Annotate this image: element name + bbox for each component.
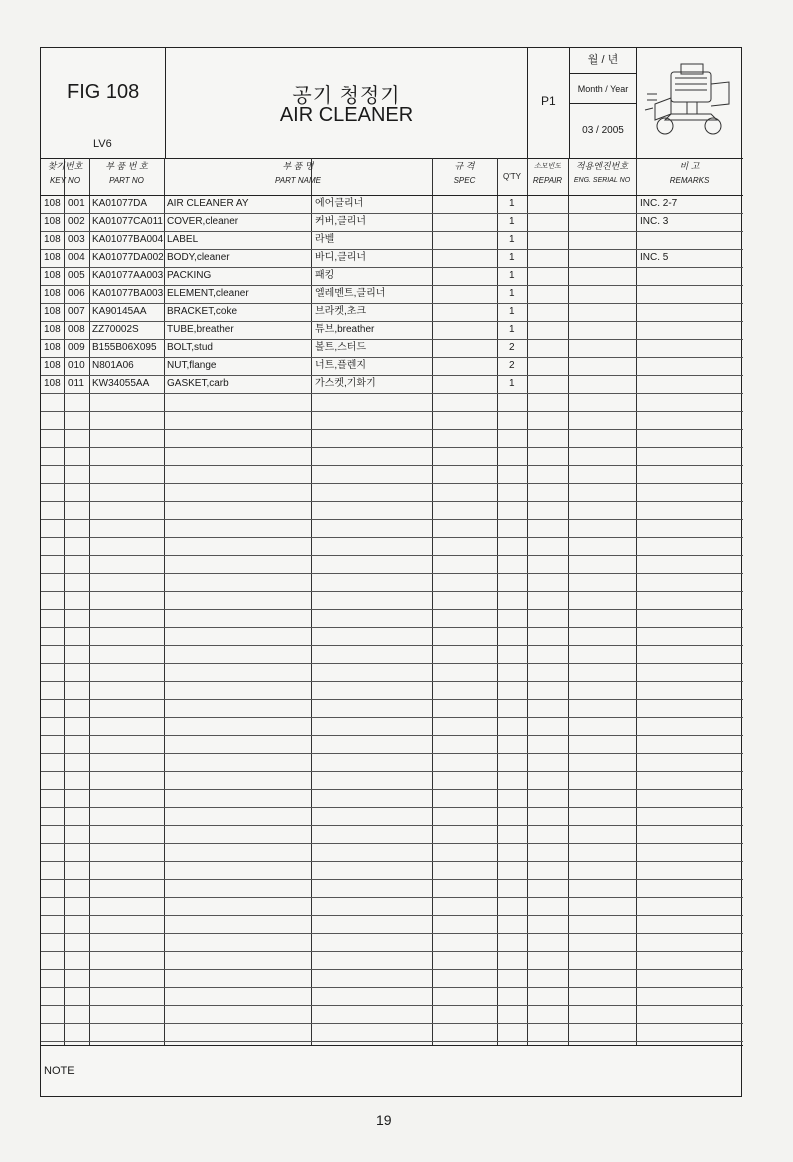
- cell-key: 003: [68, 234, 85, 245]
- cell-name-en: LABEL: [167, 234, 199, 245]
- cell-qty: 1: [509, 324, 515, 335]
- col-spec-kr: 규 격: [454, 161, 475, 171]
- table-row: [41, 339, 743, 357]
- cell-name-kr: 너트,플렌지: [315, 360, 367, 371]
- date-cell: [570, 48, 637, 158]
- col-serial: [568, 158, 636, 195]
- cell-name-en: BODY,cleaner: [167, 252, 230, 263]
- model-code: LV6: [93, 138, 112, 150]
- cell-name-en: NUT,flange: [167, 360, 217, 371]
- cell-name-en: TUBE,breather: [167, 324, 234, 335]
- col-key-no-en: KEY NO: [49, 176, 81, 185]
- cell-fig: 108: [44, 360, 61, 371]
- cell-fig: 108: [44, 306, 61, 317]
- cell-fig: 108: [44, 198, 61, 209]
- note-label: NOTE: [44, 1065, 75, 1077]
- cell-fig: 108: [44, 288, 61, 299]
- title-cell: [166, 48, 528, 158]
- col-repair-kr: 소모빈도: [533, 163, 562, 170]
- cell-name-kr: 튜브,breather: [315, 324, 375, 335]
- page-number: 19: [376, 1112, 392, 1128]
- cell-fig: 108: [44, 252, 61, 263]
- table-row: [41, 375, 743, 393]
- col-part-name: [164, 158, 432, 195]
- cell-name-kr: 에어클리너: [315, 198, 364, 209]
- cell-part: KA01077CA011: [92, 216, 163, 227]
- issue-date: 03 / 2005: [582, 125, 624, 136]
- cell-name-en: PACKING: [167, 270, 212, 281]
- cell-name-kr: 라벨: [315, 234, 335, 245]
- fig-cell: [41, 48, 166, 158]
- cell-name-kr: 패킹: [315, 270, 335, 281]
- col-serial-en: ENG. SERIAL NO: [573, 177, 631, 184]
- col-qty-label: Q'TY: [503, 172, 521, 181]
- col-key-no: [41, 158, 89, 195]
- table-row: [41, 231, 743, 249]
- col-remarks: [636, 158, 743, 195]
- col-repair: [527, 158, 568, 195]
- cell-fig: 108: [44, 324, 61, 335]
- page-code: P1: [541, 94, 556, 108]
- cell-qty: 1: [509, 198, 515, 209]
- cell-qty: 1: [509, 216, 515, 227]
- col-part-no-en: PART NO: [109, 176, 144, 185]
- col-qty: [497, 158, 527, 195]
- cell-key: 002: [68, 216, 85, 227]
- cell-key: 007: [68, 306, 85, 317]
- cell-part: N801A06: [92, 360, 134, 371]
- engine-thumbnail-cell: [637, 48, 743, 158]
- col-repair-en: REPAIR: [532, 176, 563, 185]
- cell-remarks: INC. 2-7: [640, 198, 678, 209]
- cell-qty: 2: [509, 342, 515, 353]
- cell-name-en: COVER,cleaner: [167, 216, 239, 227]
- cell-part: KA01077AA003: [92, 270, 164, 281]
- fig-number: FIG 108: [67, 81, 140, 103]
- cell-qty: 1: [509, 270, 515, 281]
- col-remarks-en: REMARKS: [669, 176, 710, 185]
- cell-name-kr: 볼트,스터드: [315, 342, 367, 353]
- cell-name-kr: 커버,클리너: [315, 216, 367, 227]
- table-row: [41, 213, 743, 231]
- title-korean: 공기 청정기: [292, 85, 401, 107]
- cell-key: 009: [68, 342, 85, 353]
- table-row: [41, 303, 743, 321]
- col-spec: [432, 158, 497, 195]
- table-row: [41, 195, 743, 213]
- cell-remarks: INC. 3: [640, 216, 669, 227]
- col-part-no: [89, 158, 164, 195]
- cell-key: 001: [68, 198, 85, 209]
- cell-name-en: GASKET,carb: [167, 378, 229, 389]
- cell-name-en: ELEMENT,cleaner: [167, 288, 249, 299]
- cell-part: KA01077DA002: [92, 252, 164, 263]
- page-code-cell: [528, 48, 570, 158]
- col-part-name-en: PART NAME: [275, 176, 321, 185]
- title-english: AIR CLEANER: [279, 104, 414, 126]
- cell-fig: 108: [44, 216, 61, 227]
- cell-qty: 1: [509, 252, 515, 263]
- note-section: [41, 1045, 743, 1098]
- cell-fig: 108: [44, 378, 61, 389]
- col-spec-en: SPEC: [453, 176, 476, 185]
- col-part-name-kr: 부 품 명: [282, 161, 314, 171]
- col-part-no-kr: 부 품 번 호: [105, 161, 148, 171]
- cell-fig: 108: [44, 270, 61, 281]
- cell-name-en: AIR CLEANER AY: [167, 198, 249, 209]
- sheet-header: [41, 48, 743, 159]
- cell-key: 010: [68, 360, 85, 371]
- table-row: [41, 357, 743, 375]
- cell-name-kr: 바디,클리너: [315, 252, 367, 263]
- cell-name-en: BRACKET,coke: [167, 306, 238, 317]
- cell-qty: 1: [509, 306, 515, 317]
- month-year-english: Month / Year: [570, 73, 636, 104]
- month-year-korean: 월 / 년: [570, 48, 636, 74]
- cell-fig: 108: [44, 342, 61, 353]
- cell-qty: 1: [509, 234, 515, 245]
- parts-sheet: [40, 47, 742, 1097]
- table-row: [41, 321, 743, 339]
- parts-table: [41, 158, 743, 1045]
- cell-name-en: BOLT,stud: [167, 342, 213, 353]
- cell-key: 004: [68, 252, 85, 263]
- table-row: [41, 285, 743, 303]
- engine-illustration-icon: [641, 54, 737, 146]
- cell-key: 006: [68, 288, 85, 299]
- col-remarks-kr: 비 고: [679, 161, 700, 171]
- table-row: [41, 267, 743, 285]
- cell-qty: 2: [509, 360, 515, 371]
- cell-key: 005: [68, 270, 85, 281]
- cell-part: KW34055AA: [92, 378, 150, 389]
- col-key-no-kr: 찾기번호: [47, 161, 83, 171]
- cell-part: KA01077DA: [92, 198, 148, 209]
- cell-qty: 1: [509, 378, 515, 389]
- cell-part: KA01077BA003: [92, 288, 164, 299]
- cell-name-kr: 가스켓,기화기: [315, 378, 376, 389]
- cell-name-kr: 브라켓,초크: [315, 306, 367, 317]
- cell-qty: 1: [509, 288, 515, 299]
- cell-remarks: INC. 5: [640, 252, 669, 263]
- cell-part: B155B06X095: [92, 342, 157, 353]
- cell-key: 008: [68, 324, 85, 335]
- cell-fig: 108: [44, 234, 61, 245]
- cell-part: KA90145AA: [92, 306, 147, 317]
- cell-name-kr: 엘레멘트,클리너: [315, 288, 386, 299]
- cell-part: ZZ70002S: [92, 324, 139, 335]
- col-serial-kr: 적용엔진번호: [575, 161, 629, 171]
- table-row: [41, 249, 743, 267]
- cell-key: 011: [68, 378, 84, 389]
- cell-part: KA01077BA004: [92, 234, 164, 245]
